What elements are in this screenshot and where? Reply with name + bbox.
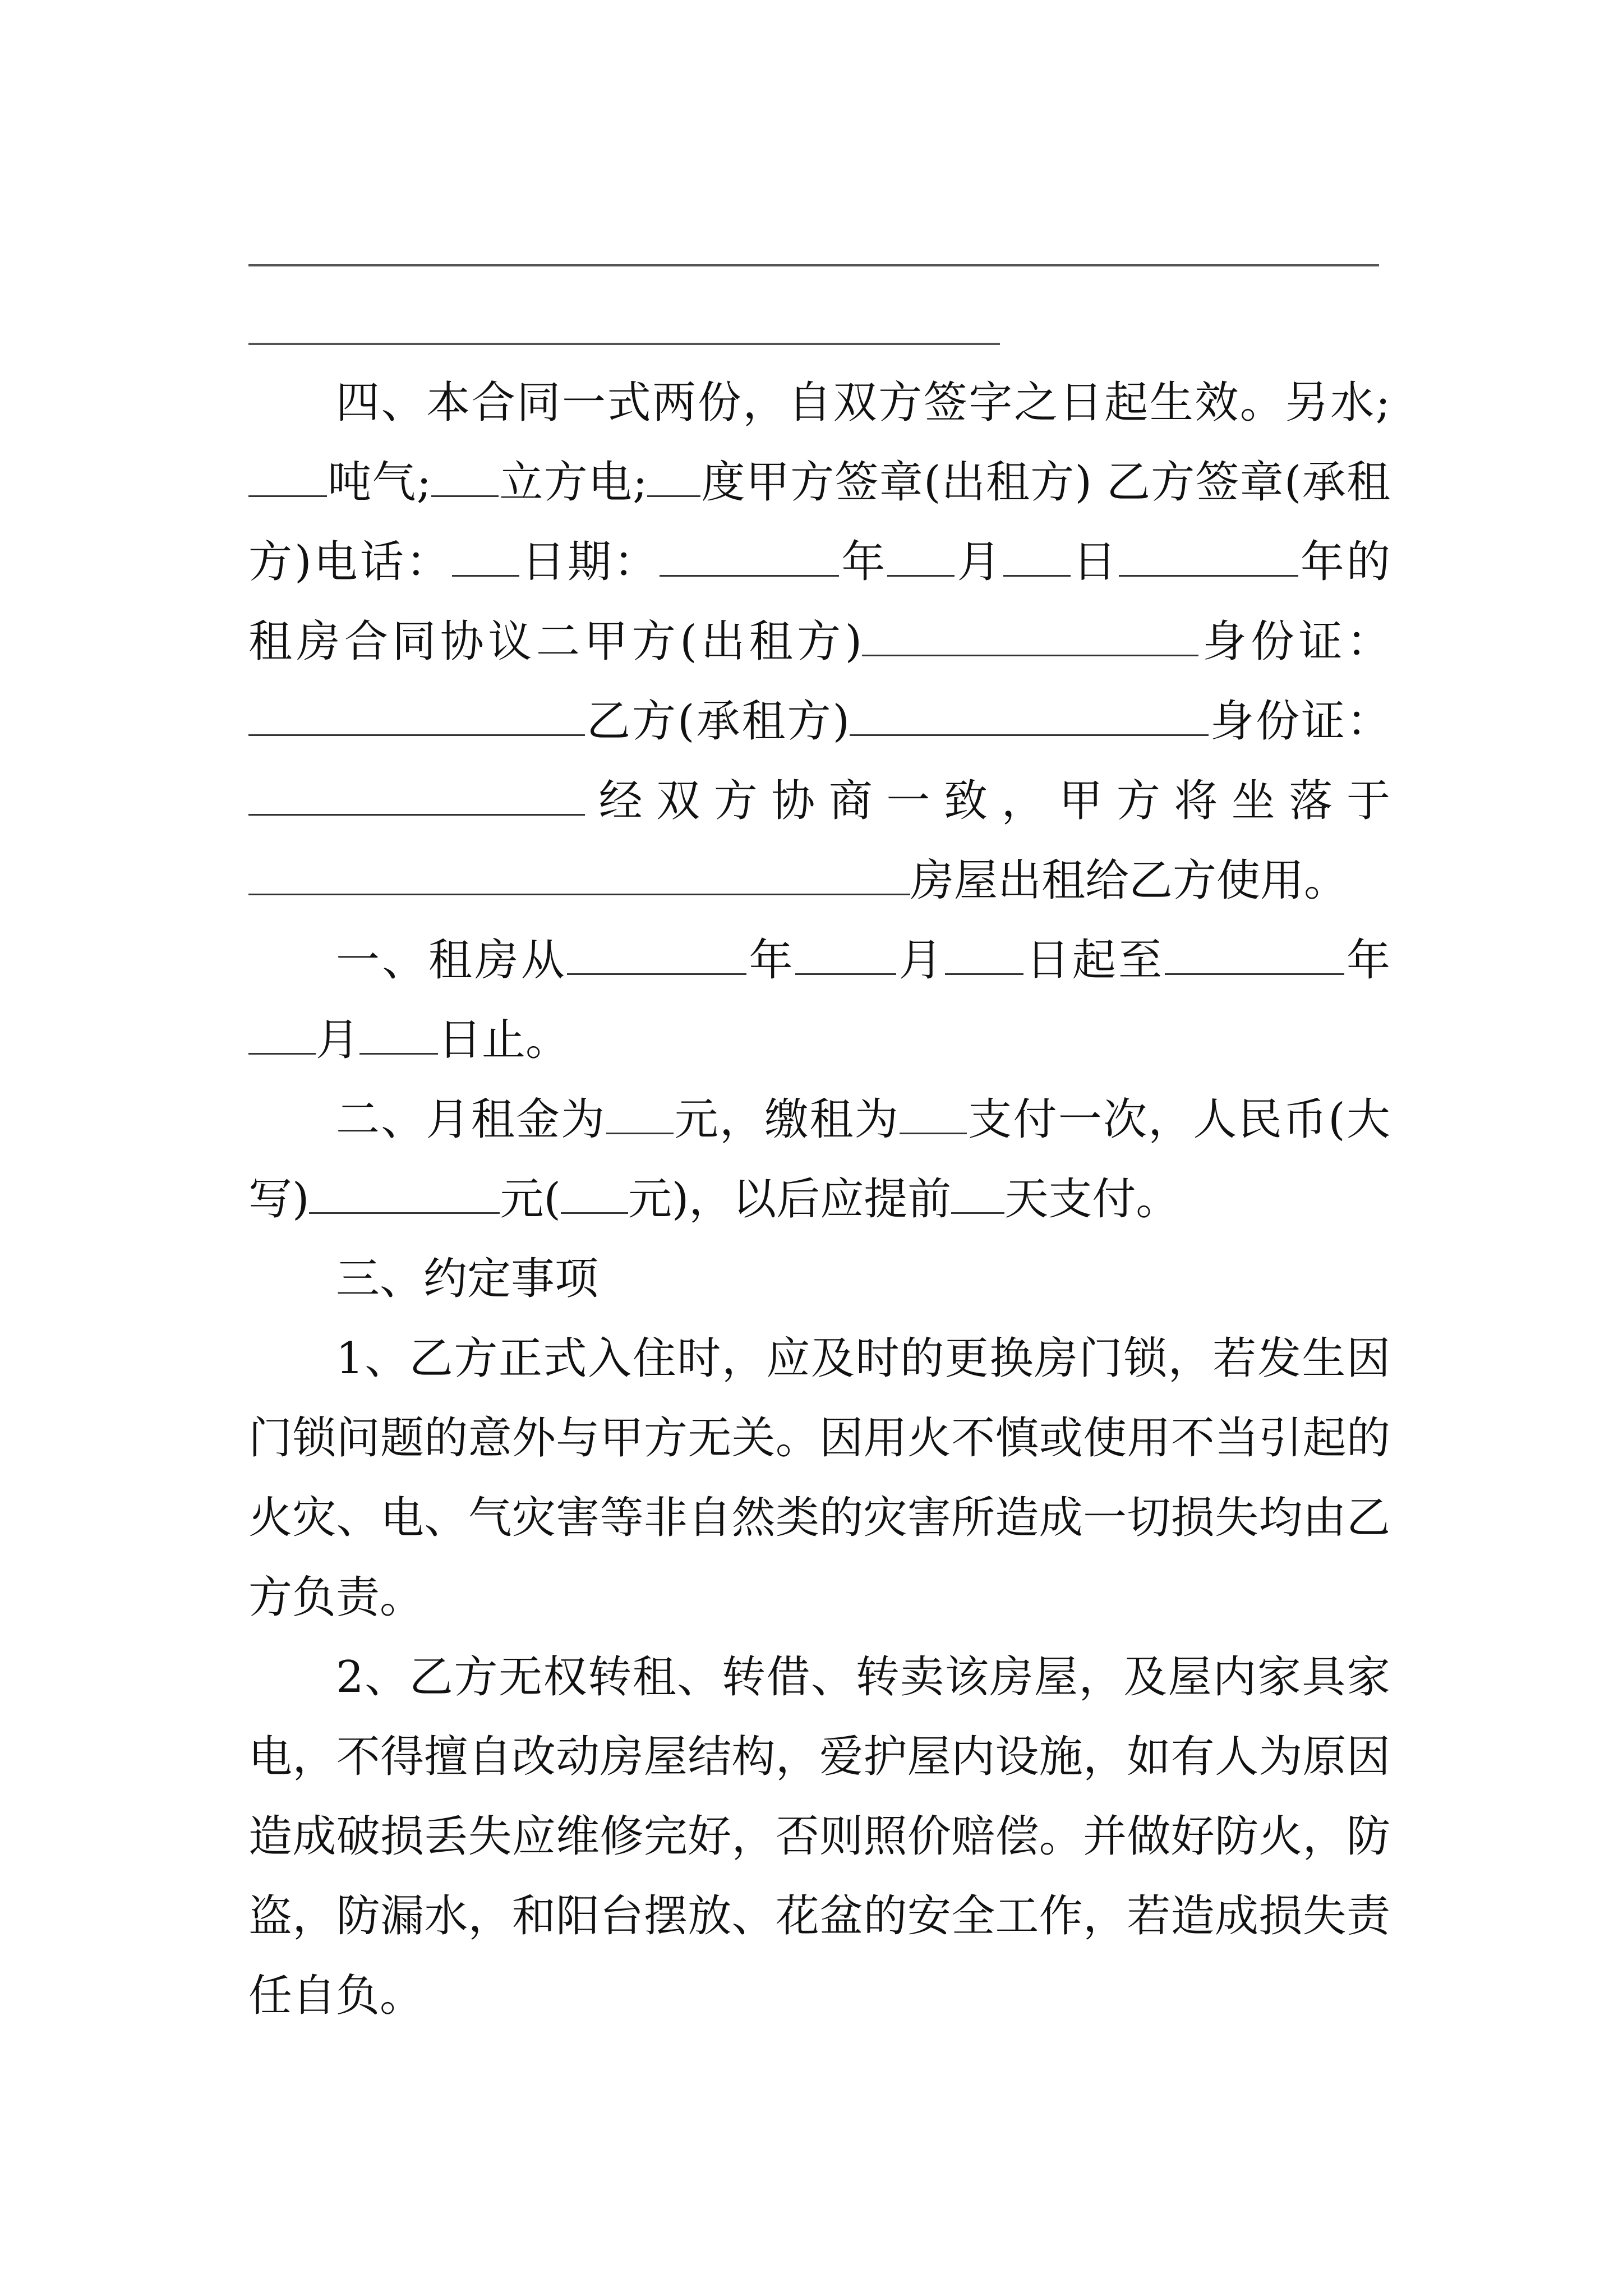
fill-blank	[900, 1093, 967, 1134]
text: 元，缴租为	[673, 1094, 900, 1145]
text: 月	[896, 935, 945, 986]
text: 房屋出租给乙方使用。	[910, 855, 1348, 906]
fill-blank	[359, 1014, 438, 1055]
text: 二、月租金为	[336, 1094, 606, 1145]
fill-blank	[951, 1173, 1004, 1214]
text: 年的租房合同协议二甲方(出租方)	[248, 537, 1390, 667]
text: 日起至	[1023, 935, 1165, 986]
heading-agreed-items: 三、约定事项	[336, 1254, 599, 1304]
text: 日	[1070, 537, 1119, 587]
fill-blank	[945, 934, 1023, 975]
text: 月	[955, 537, 1003, 587]
fill-blank	[647, 456, 700, 497]
fill-blank	[309, 1173, 500, 1214]
fill-blank	[1165, 934, 1344, 975]
text: 度甲方签章(出租方) 乙方签章(承租方)电话：	[248, 457, 1391, 587]
fill-blank	[248, 854, 910, 895]
contract-body	[248, 363, 1390, 2036]
blank-line-2	[248, 343, 1000, 345]
text: 日止。	[438, 1015, 570, 1065]
fill-blank	[887, 536, 955, 577]
fill-blank	[850, 695, 1209, 736]
text: 年	[839, 537, 888, 587]
text: 身份证：	[1208, 696, 1390, 747]
fill-blank	[452, 536, 519, 577]
text: 年	[746, 935, 795, 986]
paragraph-4-effect	[248, 363, 1390, 921]
blank-line-1	[248, 264, 1379, 266]
text: 天支付。	[1004, 1174, 1180, 1225]
text: 四、本合同一式两份，自双方签字之日起生效。另水;	[336, 378, 1390, 428]
fill-blank	[248, 695, 585, 736]
fill-blank	[660, 536, 839, 577]
text: 乙方(承租方)	[585, 696, 850, 747]
text: 月	[316, 1015, 360, 1065]
text: 支付一次，人民币(大写)	[248, 1094, 1390, 1225]
text: 经双方协商一致，甲方将坐落于	[585, 776, 1390, 826]
text: 元)，以后应提前	[628, 1174, 952, 1225]
fill-blank	[561, 1173, 628, 1214]
text: 身份证：	[1198, 616, 1390, 667]
item-1: 1、乙方正式入住时，应及时的更换房门锁，若发生因门锁问题的意外与甲方无关。因用火不慎或使用不当引起的火灾、电、气灾害等非自然类的灾害所造成一切损失均由乙方负责。	[248, 1333, 1390, 1623]
text: 一、租房从	[336, 935, 568, 986]
fill-blank	[248, 775, 585, 816]
text: 日期：	[519, 537, 660, 587]
item-2: 2、乙方无权转租、转借、转卖该房屋，及屋内家具家电，不得擅自改动房屋结构，爱护屋内设施，如有人为原因造成破损丢失应维修完好，否则照价赔偿。并做好防火，防盗，防漏水，和阳台摆放、花盆的安全工作，若造成损失责任自负。	[248, 1652, 1390, 2021]
paragraph-rent	[248, 1080, 1390, 1239]
fill-blank	[795, 934, 896, 975]
text: 年	[1344, 935, 1390, 986]
fill-blank	[248, 1014, 316, 1055]
fill-blank	[431, 456, 499, 497]
fill-blank	[567, 934, 746, 975]
fill-blank	[606, 1093, 674, 1134]
paragraph-term	[248, 921, 1390, 1080]
text: 立方电;	[499, 457, 648, 508]
fill-blank	[1003, 536, 1071, 577]
fill-blank	[248, 456, 327, 497]
text: 吨气;	[327, 457, 432, 508]
text: 元(	[500, 1174, 561, 1225]
fill-blank	[862, 615, 1198, 656]
fill-blank	[1119, 536, 1298, 577]
